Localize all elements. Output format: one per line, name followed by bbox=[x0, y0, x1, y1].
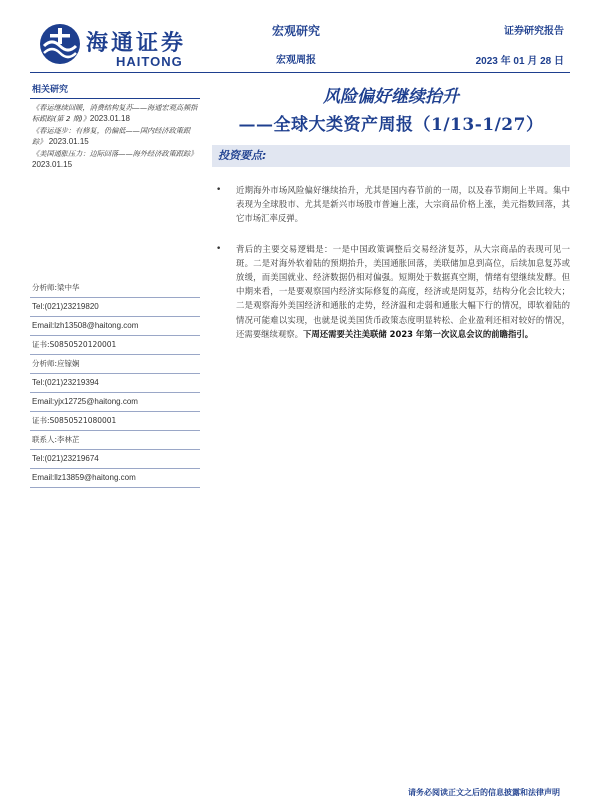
analyst-tel: Tel:(021)23219820 bbox=[30, 298, 200, 317]
contact-email[interactable]: Email:llz13859@haitong.com bbox=[30, 469, 200, 488]
analyst-contacts bbox=[30, 279, 200, 488]
haitong-emblem-icon bbox=[38, 22, 82, 66]
related-item[interactable] bbox=[32, 125, 200, 147]
related-research-list bbox=[30, 99, 200, 170]
analyst-cert: 证书:S0850520120001 bbox=[30, 336, 200, 355]
logo-chinese: 海通证券 bbox=[86, 30, 187, 56]
header-divider bbox=[30, 72, 570, 73]
contact-name: 联系人:李林芷 bbox=[30, 431, 200, 450]
report-title: 风险偏好继续抬升 bbox=[323, 87, 459, 107]
analyst-email[interactable]: Email:yjx12725@haitong.com bbox=[30, 393, 200, 412]
related-item-title: 《美国通胀压力：边际回落——海外经济政策跟踪》 bbox=[32, 149, 198, 158]
analyst-tel: Tel:(021)23219394 bbox=[30, 374, 200, 393]
paragraph-emphasis: 下周还需要关注美联储 2023 年第一次议息会议的前瞻指引。 bbox=[303, 328, 534, 339]
key-point-paragraph bbox=[212, 183, 570, 226]
related-item[interactable] bbox=[32, 102, 200, 124]
category-label: 宏观研究 bbox=[272, 24, 321, 38]
key-points-heading: 投资要点: bbox=[212, 145, 570, 167]
contact-tel: Tel:(021)23219674 bbox=[30, 450, 200, 469]
paragraph-text: 近期海外市场风险偏好继续抬升，尤其是国内春节前的一周，以及春节期间上半周。集中表现为全球股市、尤其是新兴市场股市普遍上涨，大宗商品价格上涨，美元指数回落，其它市场汇率反弹。 bbox=[236, 185, 570, 224]
haitong-logo bbox=[38, 22, 278, 72]
related-research-title: 相关研究 bbox=[30, 80, 200, 99]
report-date: 2023 年 01 月 28 日 bbox=[475, 56, 564, 67]
legal-disclaimer: 请务必阅读正文之后的信息披露和法律声明 bbox=[408, 788, 560, 797]
logo-english: HAITONG bbox=[116, 54, 183, 69]
analyst-name: 分析师:梁中华 bbox=[30, 279, 200, 298]
analyst-name: 分析师:应镓娴 bbox=[30, 355, 200, 374]
report-subtitle: ——全球大类资产周报（1/13-1/27） bbox=[238, 115, 544, 135]
analyst-email[interactable]: Email:lzh13508@haitong.com bbox=[30, 317, 200, 336]
main-content bbox=[212, 80, 570, 341]
sidebar bbox=[30, 80, 200, 171]
paragraph-text: 背后的主要交易逻辑是：一是中国政策调整后交易经济复苏，从大宗商品的表现可见一斑。二是对海外软着陆的预期抬升，美国通胀回落，美联储加息到高位，后续加息复苏或放缓，而美国就业、经济数据仍相对偏强。短期处于数据真空期，情绪有望继续发酵。但中期来看，一是要观察国内经济实际修复的高度，经济或是阴复苏，结构分化会比较大；二是观察海外美国经济和通胀的走势，经济温和走弱和通胀大幅下行的情况，即软着陆的情况可能难以实现，也就是说美国货币政策态度明显转松、企业盈利还相对较好的情况，还需要继续观察。 bbox=[236, 243, 570, 339]
analyst-cert: 证书:S0850521080001 bbox=[30, 412, 200, 431]
bullet-icon: • bbox=[216, 185, 222, 195]
report-category bbox=[272, 22, 372, 66]
related-item-title: 《春运继续回暖，消费结构复苏——海通宏观高频指标跟踪(第 2 期)》 bbox=[32, 103, 198, 123]
related-item-date: 2023.01.15 bbox=[48, 137, 89, 146]
report-type: 证券研究报告 bbox=[504, 26, 564, 37]
bullet-icon: • bbox=[216, 243, 222, 254]
subcategory-label: 宏观周报 bbox=[276, 55, 316, 66]
key-point-paragraph bbox=[212, 242, 570, 341]
related-item[interactable] bbox=[32, 148, 200, 170]
related-item-date: 2023.01.18 bbox=[89, 114, 130, 123]
related-item-date: 2023.01.15 bbox=[32, 160, 73, 169]
related-item-title: 《春运逐步：有修复，仍偏低——国内经济政策跟踪》 bbox=[32, 126, 191, 146]
report-meta bbox=[476, 22, 564, 67]
